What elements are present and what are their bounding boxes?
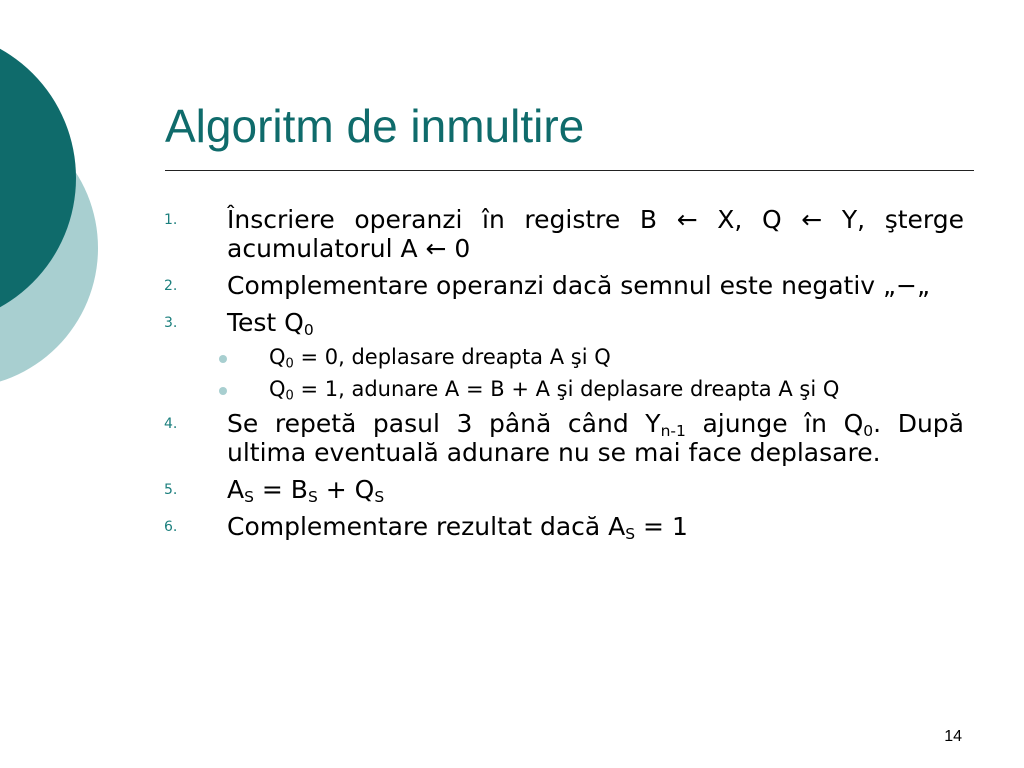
item-text: A [227,475,245,504]
sub-item-text: Q [269,377,286,401]
list-item-5 [160,475,964,504]
subscript: S [244,487,254,506]
list-item-6 [160,512,964,541]
item-number: 4. [164,416,178,432]
slide-body [160,205,964,549]
subscript: S [374,487,385,506]
subscript: 0 [863,421,874,440]
item-text: Se repetă pasul 3 până când Y [227,409,661,438]
item-text: Complementare operanzi dacă semnul este negativ „−„ [227,271,930,300]
item-text: = B [253,475,308,504]
item-text: Test Q [227,308,304,337]
sub-item-text: = 0, deplasare dreapta A şi Q [293,345,611,369]
item-text: . După ultima eventuală adunare nu se mai face deplasare. [227,409,964,467]
title-underline [165,170,974,171]
decorative-circles [0,0,110,410]
item-number: 2. [164,278,178,294]
item-text: Complementare rezultat dacă A [227,512,626,541]
subscript: n-1 [660,421,686,440]
item-text: Înscriere operanzi în registre B ← X, Q ← Y, şterge acumulatorul A ← 0 [227,205,964,263]
subscript: S [307,487,318,506]
sub-item-text: Q [269,345,286,369]
item-number: 5. [164,482,178,498]
sub-item-text: = 1, adunare A = B + A şi deplasare dreapta A şi Q [293,377,840,401]
subscript: 0 [285,388,294,404]
list-item-4 [160,409,964,467]
subscript: S [625,524,636,543]
sub-item-1 [160,345,964,370]
sub-item-2 [160,377,964,402]
subscript: 0 [303,320,314,339]
page-number: 14 [944,728,962,745]
subscript: 0 [285,356,294,372]
item-number: 1. [164,212,178,228]
list-item-1 [160,205,964,263]
list-item-3 [160,308,964,337]
bullet-dot-icon [219,387,227,395]
item-text: ajunge în Q [685,409,864,438]
item-text: + Q [317,475,375,504]
slide-title: Algoritm de inmultire [165,100,585,152]
item-text: = 1 [635,512,688,541]
list-item-2 [160,271,964,300]
bullet-dot-icon [219,355,227,363]
item-number: 3. [164,315,178,331]
item-number: 6. [164,519,178,535]
